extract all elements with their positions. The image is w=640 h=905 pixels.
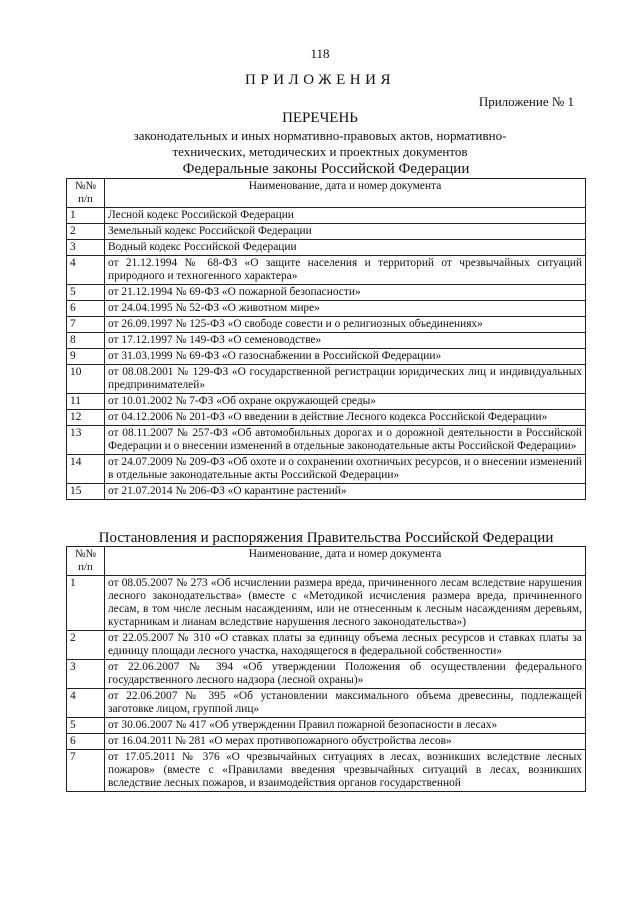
table-row <box>67 285 586 301</box>
federal-laws-title: Федеральные законы Российской Федерации <box>182 161 470 177</box>
table-header-row <box>67 179 586 208</box>
document-name: от 08.08.2001 № 129-ФЗ «О государственной регистрации юридических лиц и индивидуальных предпринимателей» <box>105 365 586 394</box>
table-row <box>67 349 586 365</box>
document-name: Лесной кодекс Российской Федерации <box>105 208 586 224</box>
table-row <box>67 689 586 718</box>
row-number: 7 <box>67 750 105 792</box>
document-name: от 31.03.1999 № 69-ФЗ «О газоснабжении в Российской Федерации» <box>105 349 586 365</box>
government-decrees-table <box>66 546 586 792</box>
column-header-name: Наименование, дата и номер документа <box>105 547 586 576</box>
table-row <box>67 484 586 500</box>
appendix-title: ПРИЛОЖЕНИЯ <box>245 72 395 88</box>
document-name: от 30.06.2007 № 417 «Об утверждении Правил пожарной безопасности в лесах» <box>105 718 586 734</box>
column-header-number-line1: №№ <box>75 180 96 192</box>
column-header-number-line1: №№ <box>75 548 96 560</box>
table-row <box>67 576 586 631</box>
table-row <box>67 750 586 792</box>
row-number: 1 <box>67 576 105 631</box>
row-number: 12 <box>67 410 105 426</box>
row-number: 13 <box>67 426 105 455</box>
document-name: от 17.05.2011 № 376 «О чрезвычайных ситуациях в лесах, возникших вследствие лесных пожаров» (вместе с «Правилами введения чрезвычайных ситуаций в лесах, возникших вследствие лесных пожаров, и взаимодействия органов государственной <box>105 750 586 792</box>
table-header-row <box>67 547 586 576</box>
table-row <box>67 256 586 285</box>
page-number: 118 <box>310 46 330 61</box>
list-subtitle: законодательных и иных нормативно-правовых актов, нормативно-технических, методических и проектных документов <box>133 128 507 159</box>
column-header-number-line2: п/п <box>78 561 93 573</box>
document-name: от 26.09.1997 № 125-ФЗ «О свободе совести и о религиозных объединениях» <box>105 317 586 333</box>
government-decrees-table-body <box>67 576 586 792</box>
row-number: 3 <box>67 660 105 689</box>
document-name: от 16.04.2011 № 281 «О мерах противопожарного обустройства лесов» <box>105 734 586 750</box>
row-number: 7 <box>67 317 105 333</box>
table-row <box>67 410 586 426</box>
table-row <box>67 224 586 240</box>
row-number: 3 <box>67 240 105 256</box>
document-name: от 08.11.2007 № 257-ФЗ «Об автомобильных дорогах и о дорожной деятельности в Российской Федерации и о внесении изменений в отдельные законодательные акты Российской Федерации» <box>105 426 586 455</box>
row-number: 4 <box>67 689 105 718</box>
row-number: 6 <box>67 301 105 317</box>
document-name: от 24.07.2009 № 209-ФЗ «Об охоте и о сохранении охотничьих ресурсов, и о внесении изменений в отдельные законодательные акты Российской Федерации» <box>105 455 586 484</box>
table-row <box>67 455 586 484</box>
table-row <box>67 718 586 734</box>
table-row <box>67 333 586 349</box>
row-number: 4 <box>67 256 105 285</box>
document-name: от 10.01.2002 № 7-ФЗ «Об охране окружающей среды» <box>105 394 586 410</box>
document-name: от 17.12.1997 № 149-ФЗ «О семеноводстве» <box>105 333 586 349</box>
row-number: 2 <box>67 631 105 660</box>
document-name: от 24.04.1995 № 52-ФЗ «О животном мире» <box>105 301 586 317</box>
document-name: от 21.12.1994 № 69-ФЗ «О пожарной безопасности» <box>105 285 586 301</box>
table-row <box>67 301 586 317</box>
column-header-name: Наименование, дата и номер документа <box>105 179 586 208</box>
table-row <box>67 240 586 256</box>
list-title: ПЕРЕЧЕНЬ <box>282 110 358 126</box>
government-decrees-title: Постановления и распоряжения Правительства Российской Федерации <box>98 530 554 546</box>
column-header-number-line2: п/п <box>78 193 93 205</box>
document-name: Земельный кодекс Российской Федерации <box>105 224 586 240</box>
document-name: от 22.06.2007 № 394 «Об утверждении Положения об осуществлении федерального государственного лесного надзора (лесной охраны)» <box>105 660 586 689</box>
table-row <box>67 631 586 660</box>
table-row <box>67 208 586 224</box>
table-row <box>67 317 586 333</box>
column-header-number <box>67 179 105 208</box>
row-number: 15 <box>67 484 105 500</box>
document-name: от 21.07.2014 № 206-ФЗ «О карантине растений» <box>105 484 586 500</box>
federal-laws-table <box>66 178 586 500</box>
federal-laws-table-body <box>67 208 586 500</box>
row-number: 6 <box>67 734 105 750</box>
document-name: от 22.06.2007 № 395 «Об установлении максимального объема древесины, подлежащей заготовке лицом, группой лиц» <box>105 689 586 718</box>
table-row <box>67 426 586 455</box>
row-number: 2 <box>67 224 105 240</box>
document-name: от 22.05.2007 № 310 «О ставках платы за единицу объема лесных ресурсов и ставках платы за единицу площади лесного участка, находящегося в федеральной собственности» <box>105 631 586 660</box>
table-row <box>67 734 586 750</box>
row-number: 9 <box>67 349 105 365</box>
document-name: от 08.05.2007 № 273 «Об исчислении размера вреда, причиненного лесам вследствие нарушения лесного законодательства» (вместе с «Методикой исчисления размера вреда, причиненного лесам, в том числе лесным насаждениям, или не отнесенным к лесным насаждениям деревьям, кустарникам и лианам вследствие нарушения лесного законодательства») <box>105 576 586 631</box>
document-name: от 21.12.1994 № 68-ФЗ «О защите населения и территорий от чрезвычайных ситуаций природного и техногенного характера» <box>105 256 586 285</box>
row-number: 5 <box>67 285 105 301</box>
column-header-number <box>67 547 105 576</box>
table-row <box>67 660 586 689</box>
table-row <box>67 394 586 410</box>
row-number: 14 <box>67 455 105 484</box>
document-name: от 04.12.2006 № 201-ФЗ «О введении в действие Лесного кодекса Российской Федерации» <box>105 410 586 426</box>
row-number: 10 <box>67 365 105 394</box>
appendix-label: Приложение № 1 <box>478 94 574 109</box>
document-name: Водный кодекс Российской Федерации <box>105 240 586 256</box>
row-number: 11 <box>67 394 105 410</box>
table-row <box>67 365 586 394</box>
row-number: 8 <box>67 333 105 349</box>
row-number: 5 <box>67 718 105 734</box>
row-number: 1 <box>67 208 105 224</box>
